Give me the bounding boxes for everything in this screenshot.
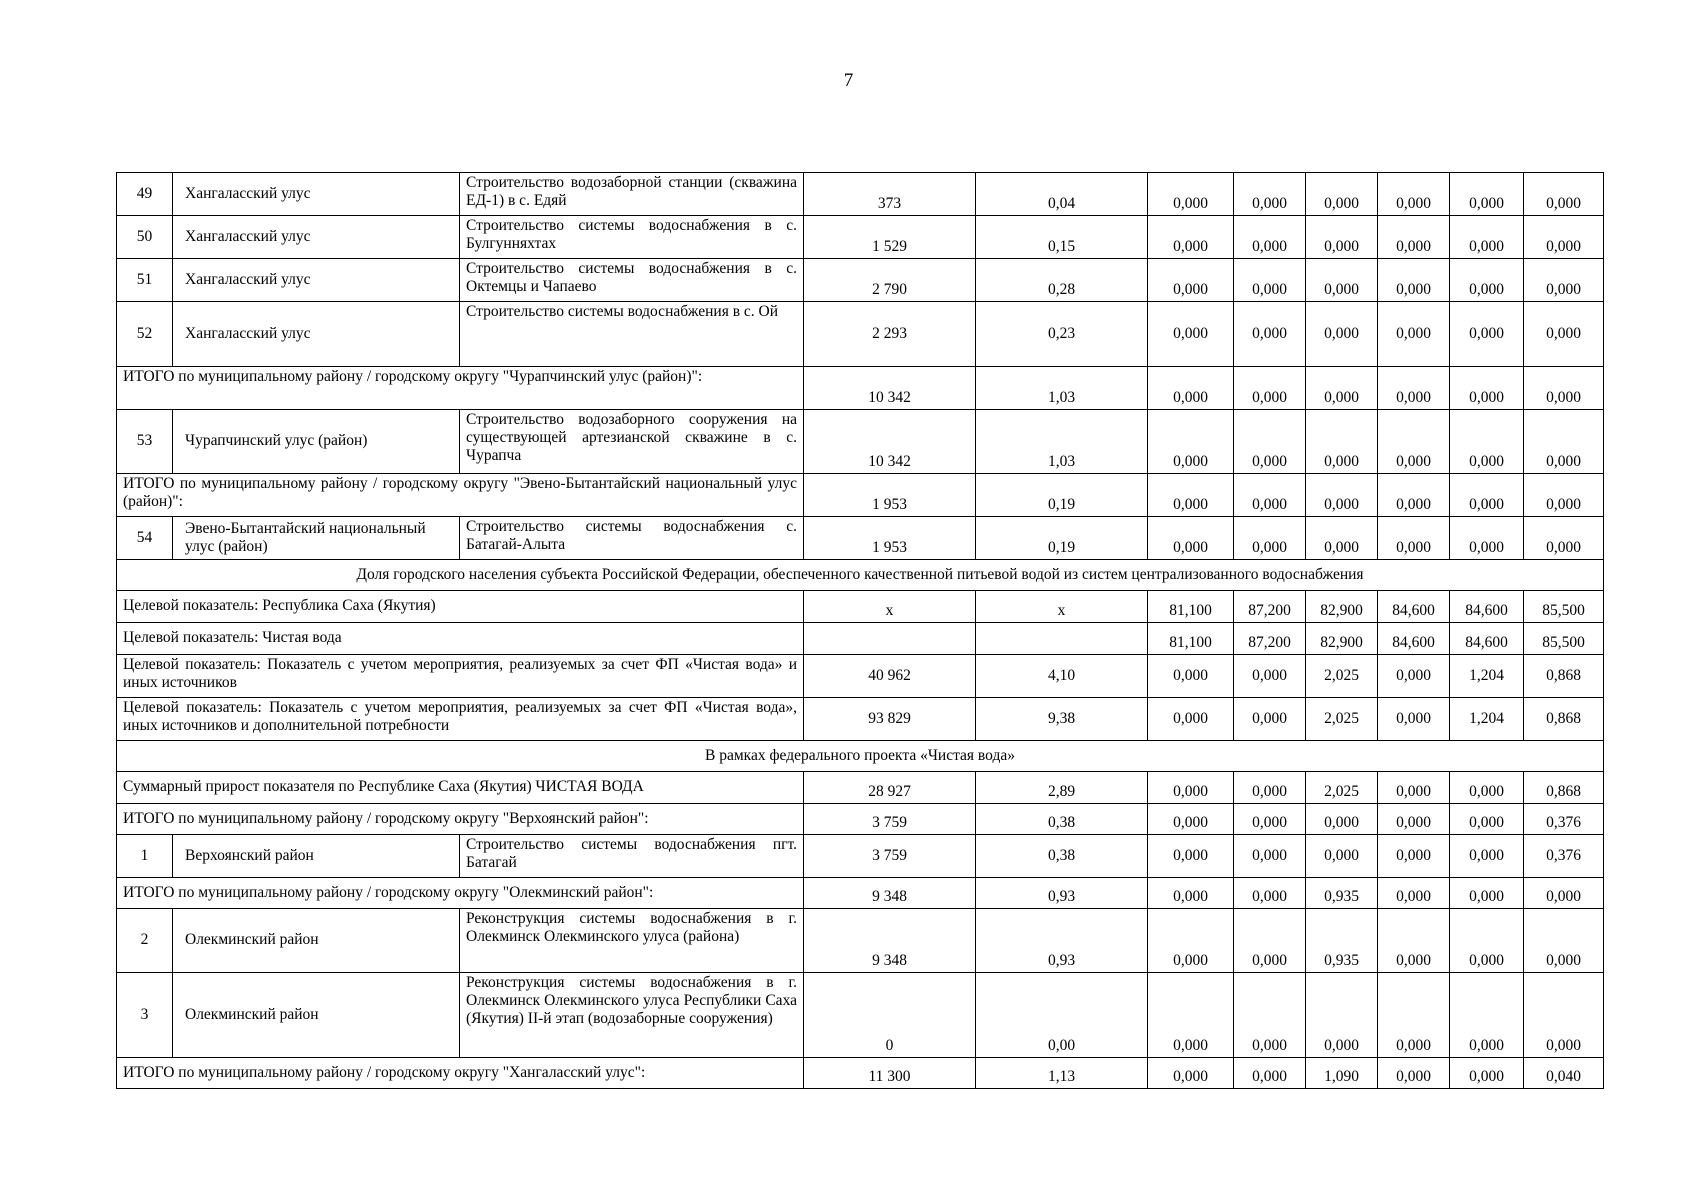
value-cell: 1,13 xyxy=(976,1058,1148,1089)
value-cell: 0,000 xyxy=(1148,474,1234,517)
value-cell: 0,000 xyxy=(1234,909,1306,973)
value-cell: 0,000 xyxy=(1450,909,1524,973)
value-cell: 0,000 xyxy=(1306,517,1378,560)
table-row xyxy=(117,878,1604,909)
value-cell xyxy=(804,623,976,655)
value-cell: 1,204 xyxy=(1450,698,1524,741)
table-row xyxy=(117,698,1604,741)
table-row xyxy=(117,741,1604,772)
object-cell: Строительство системы водоснабжения в с. Октемцы и Чапаево xyxy=(460,259,804,302)
table-row xyxy=(117,367,1604,410)
row-number: 51 xyxy=(117,259,173,302)
value-cell: 0,000 xyxy=(1306,367,1378,410)
value-cell: х xyxy=(804,591,976,623)
table-row xyxy=(117,560,1604,591)
value-cell: 0,000 xyxy=(1234,259,1306,302)
table-row xyxy=(117,216,1604,259)
value-cell: 0,000 xyxy=(1148,216,1234,259)
value-cell: 0,000 xyxy=(1450,302,1524,367)
row-number: 49 xyxy=(117,173,173,216)
value-cell: 0,000 xyxy=(1378,1058,1450,1089)
row-number: 54 xyxy=(117,517,173,560)
row-number: 3 xyxy=(117,973,173,1058)
value-cell: 0,000 xyxy=(1148,909,1234,973)
total-label: ИТОГО по муниципальному району / городскому округу "Эвено-Бытантайский национальный улус (район)": xyxy=(117,474,804,517)
value-cell: 1,03 xyxy=(976,410,1148,474)
value-cell: 0,000 xyxy=(1450,173,1524,216)
value-cell: 0,000 xyxy=(1378,878,1450,909)
value-cell: 0,000 xyxy=(1524,367,1604,410)
value-cell: 2,025 xyxy=(1306,655,1378,698)
value-cell: 0,000 xyxy=(1234,804,1306,835)
value-cell: 9 348 xyxy=(804,909,976,973)
value-cell: 0,000 xyxy=(1306,973,1378,1058)
value-cell: 0,000 xyxy=(1450,410,1524,474)
value-cell: 0,868 xyxy=(1524,655,1604,698)
value-cell: 4,10 xyxy=(976,655,1148,698)
value-cell: 0,000 xyxy=(1234,973,1306,1058)
value-cell: 0,000 xyxy=(1524,302,1604,367)
water-supply-table xyxy=(116,172,1604,1089)
value-cell: 11 300 xyxy=(804,1058,976,1089)
object-cell: Реконструкция системы водоснабжения в г. Олекминск Олекминского улуса Республики Саха (Якутия) II-й этап (водозаборные сооружения) xyxy=(460,973,804,1058)
value-cell: 0,000 xyxy=(1234,772,1306,804)
value-cell: 0,000 xyxy=(1378,698,1450,741)
municipality-cell: Чурапчинский улус (район) xyxy=(173,410,460,474)
target-indicator-label: Целевой показатель: Республика Саха (Якутия) xyxy=(117,591,804,623)
value-cell: 0,000 xyxy=(1306,474,1378,517)
value-cell: 0,19 xyxy=(976,517,1148,560)
value-cell: 87,200 xyxy=(1234,623,1306,655)
value-cell: 0,000 xyxy=(1378,973,1450,1058)
value-cell: 0,000 xyxy=(1524,909,1604,973)
value-cell: 0,000 xyxy=(1148,1058,1234,1089)
total-label: ИТОГО по муниципальному району / городскому округу "Чурапчинский улус (район)": xyxy=(117,367,804,410)
value-cell: 0,000 xyxy=(1378,517,1450,560)
table-row xyxy=(117,517,1604,560)
object-cell: Строительство системы водоснабжения с. Батагай-Алыта xyxy=(460,517,804,560)
value-cell: 0,000 xyxy=(1148,804,1234,835)
value-cell: 40 962 xyxy=(804,655,976,698)
value-cell: 0,000 xyxy=(1450,216,1524,259)
value-cell: 81,100 xyxy=(1148,591,1234,623)
value-cell: 0,000 xyxy=(1148,878,1234,909)
value-cell: 1,03 xyxy=(976,367,1148,410)
page-number: 7 xyxy=(843,70,854,91)
target-indicator-label: Целевой показатель: Чистая вода xyxy=(117,623,804,655)
row-number: 2 xyxy=(117,909,173,973)
value-cell: 0,040 xyxy=(1524,1058,1604,1089)
value-cell: 87,200 xyxy=(1234,591,1306,623)
table-row xyxy=(117,591,1604,623)
value-cell: 0,000 xyxy=(1524,973,1604,1058)
value-cell: 0,000 xyxy=(1148,173,1234,216)
value-cell: 0,000 xyxy=(1234,367,1306,410)
value-cell: 0,000 xyxy=(1378,302,1450,367)
row-number: 53 xyxy=(117,410,173,474)
municipality-cell: Хангаласский улус xyxy=(173,173,460,216)
value-cell: 0,000 xyxy=(1148,835,1234,878)
value-cell: 0,000 xyxy=(1306,216,1378,259)
value-cell: 0,000 xyxy=(1306,302,1378,367)
table-row xyxy=(117,259,1604,302)
municipality-cell: Олекминский район xyxy=(173,973,460,1058)
value-cell: 0,15 xyxy=(976,216,1148,259)
municipality-cell: Верхоянский район xyxy=(173,835,460,878)
value-cell: 82,900 xyxy=(1306,591,1378,623)
value-cell: 0,000 xyxy=(1148,302,1234,367)
value-cell xyxy=(976,623,1148,655)
value-cell: 1 529 xyxy=(804,216,976,259)
value-cell: 0,000 xyxy=(1450,259,1524,302)
value-cell: 0,28 xyxy=(976,259,1148,302)
value-cell: 1 953 xyxy=(804,474,976,517)
value-cell: 0,000 xyxy=(1234,1058,1306,1089)
value-cell: 0,000 xyxy=(1524,878,1604,909)
object-cell: Строительство водозаборной станции (скважина ЕД-1) в с. Едяй xyxy=(460,173,804,216)
value-cell: 373 xyxy=(804,173,976,216)
object-cell: Строительство водозаборного сооружения на существующей артезианской скважине в с. Чурапча xyxy=(460,410,804,474)
value-cell: 84,600 xyxy=(1378,591,1450,623)
value-cell: 0,000 xyxy=(1234,216,1306,259)
value-cell: 9 348 xyxy=(804,878,976,909)
value-cell: 1,090 xyxy=(1306,1058,1378,1089)
municipality-cell: Олекминский район xyxy=(173,909,460,973)
value-cell: 0,000 xyxy=(1234,410,1306,474)
value-cell: 0,000 xyxy=(1524,410,1604,474)
value-cell: 0,93 xyxy=(976,878,1148,909)
value-cell: 0,000 xyxy=(1234,655,1306,698)
value-cell: 3 759 xyxy=(804,804,976,835)
value-cell: 0,935 xyxy=(1306,909,1378,973)
section-heading: Доля городского населения субъекта Российской Федерации, обеспеченного качественной питьевой водой из систем централизованного водоснабжения xyxy=(117,560,1604,591)
value-cell: 0,000 xyxy=(1450,517,1524,560)
value-cell: 0,000 xyxy=(1378,909,1450,973)
value-cell: 0,868 xyxy=(1524,698,1604,741)
value-cell: 0,000 xyxy=(1148,655,1234,698)
value-cell: 0,000 xyxy=(1450,973,1524,1058)
target-indicator-label: Целевой показатель: Показатель с учетом мероприятия, реализуемых за счет ФП «Чистая вода», иных источников и дополнительной потребности xyxy=(117,698,804,741)
value-cell: 0,000 xyxy=(1306,804,1378,835)
value-cell: 0,000 xyxy=(1234,302,1306,367)
value-cell: 85,500 xyxy=(1524,623,1604,655)
value-cell: 0,000 xyxy=(1378,367,1450,410)
value-cell: 85,500 xyxy=(1524,591,1604,623)
value-cell: 0,000 xyxy=(1306,173,1378,216)
value-cell: 84,600 xyxy=(1450,623,1524,655)
value-cell: 0,000 xyxy=(1306,259,1378,302)
value-cell: 2,025 xyxy=(1306,698,1378,741)
value-cell: 0,000 xyxy=(1450,474,1524,517)
value-cell: 82,900 xyxy=(1306,623,1378,655)
value-cell: 0,000 xyxy=(1524,259,1604,302)
table-row xyxy=(117,474,1604,517)
value-cell: 0,000 xyxy=(1148,772,1234,804)
value-cell: 2 790 xyxy=(804,259,976,302)
total-label: ИТОГО по муниципальному району / городскому округу "Хангаласский улус": xyxy=(117,1058,804,1089)
value-cell: 0,000 xyxy=(1234,835,1306,878)
value-cell: 0,000 xyxy=(1378,410,1450,474)
value-cell: 0,000 xyxy=(1524,216,1604,259)
value-cell: 84,600 xyxy=(1450,591,1524,623)
section-heading: В рамках федерального проекта «Чистая вода» xyxy=(117,741,1604,772)
value-cell: 0,000 xyxy=(1234,173,1306,216)
row-number: 52 xyxy=(117,302,173,367)
value-cell: 0,000 xyxy=(1148,698,1234,741)
object-cell: Строительство системы водоснабжения в с. Ой xyxy=(460,302,804,367)
row-number: 1 xyxy=(117,835,173,878)
value-cell: 0,000 xyxy=(1148,410,1234,474)
target-indicator-label: Целевой показатель: Показатель с учетом мероприятия, реализуемых за счет ФП «Чистая вода» и иных источников xyxy=(117,655,804,698)
value-cell: 0,000 xyxy=(1148,367,1234,410)
value-cell: 0,000 xyxy=(1378,655,1450,698)
object-cell: Строительство системы водоснабжения пгт. Батагай xyxy=(460,835,804,878)
table-row xyxy=(117,302,1604,367)
value-cell: 0,000 xyxy=(1524,173,1604,216)
table-row xyxy=(117,804,1604,835)
value-cell: 0,000 xyxy=(1450,835,1524,878)
table-row xyxy=(117,410,1604,474)
value-cell: 2,025 xyxy=(1306,772,1378,804)
total-label: ИТОГО по муниципальному району / городскому округу "Олекминский район": xyxy=(117,878,804,909)
value-cell: 10 342 xyxy=(804,367,976,410)
table-row xyxy=(117,835,1604,878)
value-cell: 1 953 xyxy=(804,517,976,560)
value-cell: 0,000 xyxy=(1234,698,1306,741)
value-cell: 0,000 xyxy=(1378,772,1450,804)
value-cell: 0,000 xyxy=(1234,474,1306,517)
value-cell: 10 342 xyxy=(804,410,976,474)
value-cell: 2 293 xyxy=(804,302,976,367)
value-cell: 0,000 xyxy=(1148,973,1234,1058)
value-cell: 0,000 xyxy=(1524,474,1604,517)
municipality-cell: Хангаласский улус xyxy=(173,302,460,367)
total-label: Суммарный прирост показателя по Республике Саха (Якутия) ЧИСТАЯ ВОДА xyxy=(117,772,804,804)
value-cell: 0,38 xyxy=(976,804,1148,835)
value-cell: 81,100 xyxy=(1148,623,1234,655)
value-cell: 0,000 xyxy=(1234,878,1306,909)
value-cell: 0,376 xyxy=(1524,835,1604,878)
value-cell: 0,000 xyxy=(1450,1058,1524,1089)
table-row xyxy=(117,973,1604,1058)
municipality-cell: Хангаласский улус xyxy=(173,259,460,302)
value-cell: 0,000 xyxy=(1450,367,1524,410)
value-cell: 0,000 xyxy=(1378,835,1450,878)
value-cell: 0,000 xyxy=(1148,259,1234,302)
municipality-cell: Эвено-Бытантайский национальный улус (район) xyxy=(173,517,460,560)
value-cell: 0,000 xyxy=(1306,410,1378,474)
value-cell: 0,04 xyxy=(976,173,1148,216)
value-cell: 84,600 xyxy=(1378,623,1450,655)
value-cell: 3 759 xyxy=(804,835,976,878)
value-cell: 0,23 xyxy=(976,302,1148,367)
municipality-cell: Хангаласский улус xyxy=(173,216,460,259)
value-cell: 93 829 xyxy=(804,698,976,741)
value-cell: 0,376 xyxy=(1524,804,1604,835)
value-cell: 0,000 xyxy=(1148,517,1234,560)
value-cell: 2,89 xyxy=(976,772,1148,804)
object-cell: Строительство системы водоснабжения в с. Булгунняхтах xyxy=(460,216,804,259)
value-cell: 0,00 xyxy=(976,973,1148,1058)
value-cell: 28 927 xyxy=(804,772,976,804)
value-cell: 0,19 xyxy=(976,474,1148,517)
table-row xyxy=(117,1058,1604,1089)
value-cell: 0,000 xyxy=(1450,878,1524,909)
value-cell: 0,000 xyxy=(1524,517,1604,560)
value-cell: х xyxy=(976,591,1148,623)
value-cell: 0,868 xyxy=(1524,772,1604,804)
object-cell: Реконструкция системы водоснабжения в г. Олекминск Олекминского улуса (района) xyxy=(460,909,804,973)
value-cell: 0,000 xyxy=(1306,835,1378,878)
value-cell: 1,204 xyxy=(1450,655,1524,698)
total-label: ИТОГО по муниципальному району / городскому округу "Верхоянский район": xyxy=(117,804,804,835)
table-row xyxy=(117,173,1604,216)
value-cell: 9,38 xyxy=(976,698,1148,741)
value-cell: 0,000 xyxy=(1378,216,1450,259)
value-cell: 0,000 xyxy=(1378,804,1450,835)
value-cell: 0,000 xyxy=(1378,474,1450,517)
value-cell: 0 xyxy=(804,973,976,1058)
value-cell: 0,93 xyxy=(976,909,1148,973)
value-cell: 0,000 xyxy=(1378,173,1450,216)
table-row xyxy=(117,772,1604,804)
table-row xyxy=(117,623,1604,655)
value-cell: 0,000 xyxy=(1450,772,1524,804)
table-row xyxy=(117,909,1604,973)
table-row xyxy=(117,655,1604,698)
value-cell: 0,38 xyxy=(976,835,1148,878)
value-cell: 0,000 xyxy=(1378,259,1450,302)
row-number: 50 xyxy=(117,216,173,259)
value-cell: 0,000 xyxy=(1450,804,1524,835)
value-cell: 0,935 xyxy=(1306,878,1378,909)
value-cell: 0,000 xyxy=(1234,517,1306,560)
